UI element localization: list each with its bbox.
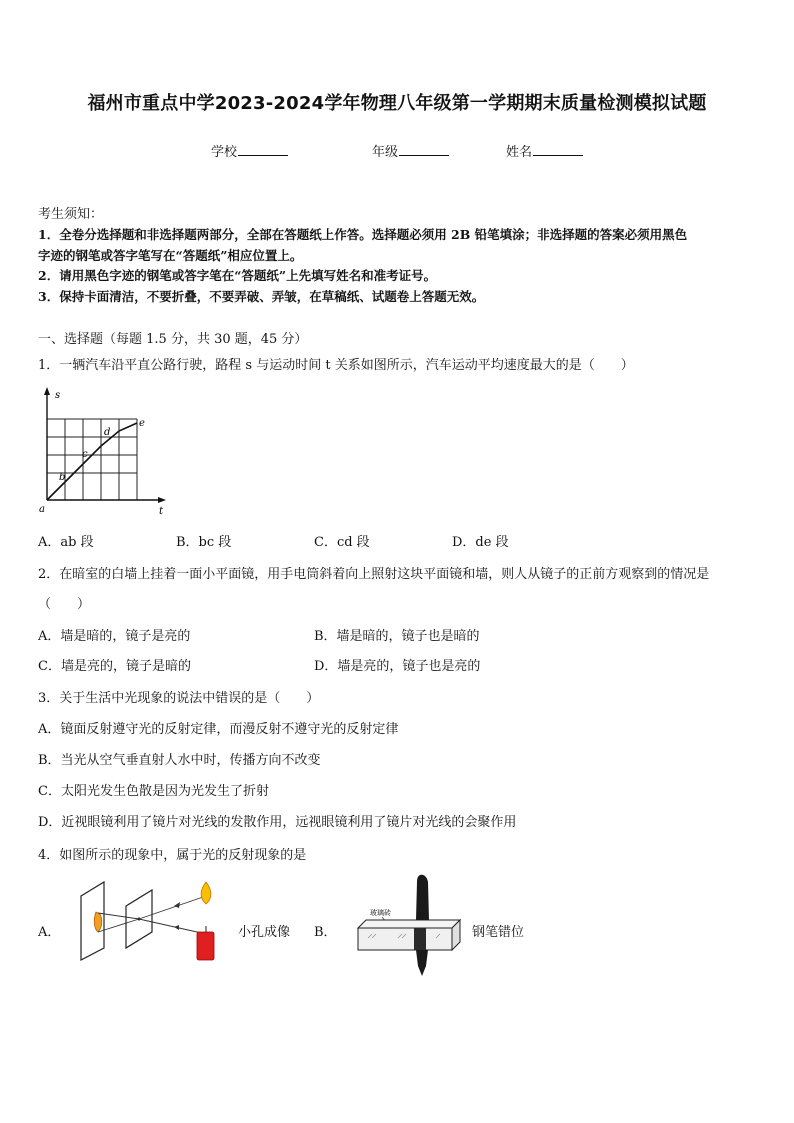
q3-option-b: B．当光从空气垂直射人水中时，传播方向不改变 [38,753,321,768]
t-axis-arrow-icon [158,497,166,503]
note-1-line-2: 字迹的钢笔或答字笔写在“答题纸”相应位置上。 [38,248,303,263]
section-heading: 一、选择题（每题 1.5 分，共 30 题，45 分） [38,332,308,347]
q4-caption-a: 小孔成像 [238,925,291,940]
name-blank [533,143,583,156]
st-graph [36,382,170,518]
note-2: 2．请用黑色字迹的钢笔或答字笔在“答题纸”上先填写姓名和准考证号。 [38,268,437,283]
s-axis-label: s [55,390,61,401]
school-label: 学校 [211,145,238,160]
q4-caption-b: 钢笔错位 [472,925,525,940]
q2-option-c: C．墙是亮的，镜子是暗的 [38,659,191,674]
name-field [506,141,583,160]
pen-upper [416,875,429,920]
question-4: 4．如图所示的现象中，属于光的反射现象的是 [38,848,307,863]
s-axis-arrow-icon [44,387,50,395]
q1-option-b: B．bc 段 [176,535,232,550]
note-1-line-1: 1．全卷分选择题和非选择题两部分，全部在答题纸上作答。选择题必须用 2B 铅笔填涂；非选择题的答案必须用黑色 [38,227,688,242]
q2-option-b: B．墙是暗的，镜子也是暗的 [314,629,480,644]
question-2: 2．在暗室的白墙上挂着一面小平面镜，用手电筒斜着向上照射这块平面镜和墙，则人从镜子的正前方观察到的情况是 [38,567,710,582]
candle-icon [197,932,214,960]
question-3: 3．关于生活中光现象的说法中错误的是（ ） [38,691,320,706]
school-blank [238,143,288,156]
q4-option-a-label: A． [38,925,61,940]
q1-option-c: C．cd 段 [314,535,370,550]
question-2-paren: （ ） [38,597,91,612]
question-1: 1．一辆汽车沿平直公路行驶，路程 s 与运动时间 t 关系如图所示，汽车运动平均速度最大的是（ ） [38,358,634,373]
point-b-label: b [59,472,66,483]
q2-option-d: D．墙是亮的，镜子也是亮的 [314,659,481,674]
point-d-label: d [104,427,111,438]
candle-flame-icon [201,882,211,904]
grade-field [372,141,449,160]
t-axis-label: t [159,506,164,517]
pen-glass-illustration [352,872,464,978]
q3-option-d: D．近视眼镜利用了镜片对光线的发散作用，远视眼镜利用了镜片对光线的会聚作用 [38,815,517,830]
q3-option-c: C．太阳光发生色散是因为光发生了折射 [38,784,269,799]
pinhole-camera-illustration [78,876,218,966]
q3-option-a: A．镜面反射遵守光的反射定律，而漫反射不遵守光的反射定律 [38,722,399,737]
q1-option-a: A．ab 段 [38,535,94,550]
q1-option-d: D．de 段 [452,535,509,550]
grade-blank [399,143,449,156]
glass-brick-top [358,920,460,928]
grade-label: 年级 [372,145,399,160]
point-e-label: e [139,418,145,429]
notes-heading: 考生须知： [38,207,104,222]
point-a-label: a [39,504,45,515]
name-label: 姓名 [506,145,533,160]
exam-title: 福州市重点中学2023-2024学年物理八年级第一学期期末质量检测模拟试题 [87,93,707,114]
st-line [47,423,137,500]
school-field [211,141,288,160]
glass-brick-label: 玻璃砖 [370,909,391,917]
note-3: 3．保持卡面清洁，不要折叠，不要弄破、弄皱，在草稿纸、试题卷上答题无效。 [38,289,485,304]
pen-in-glass [414,928,426,950]
point-c-label: c [82,449,88,460]
q2-option-a: A．墙是暗的，镜子是亮的 [38,629,191,644]
q4-option-b-label: B． [314,925,337,940]
pen-lower [416,950,428,976]
glass-brick-front [358,928,452,950]
